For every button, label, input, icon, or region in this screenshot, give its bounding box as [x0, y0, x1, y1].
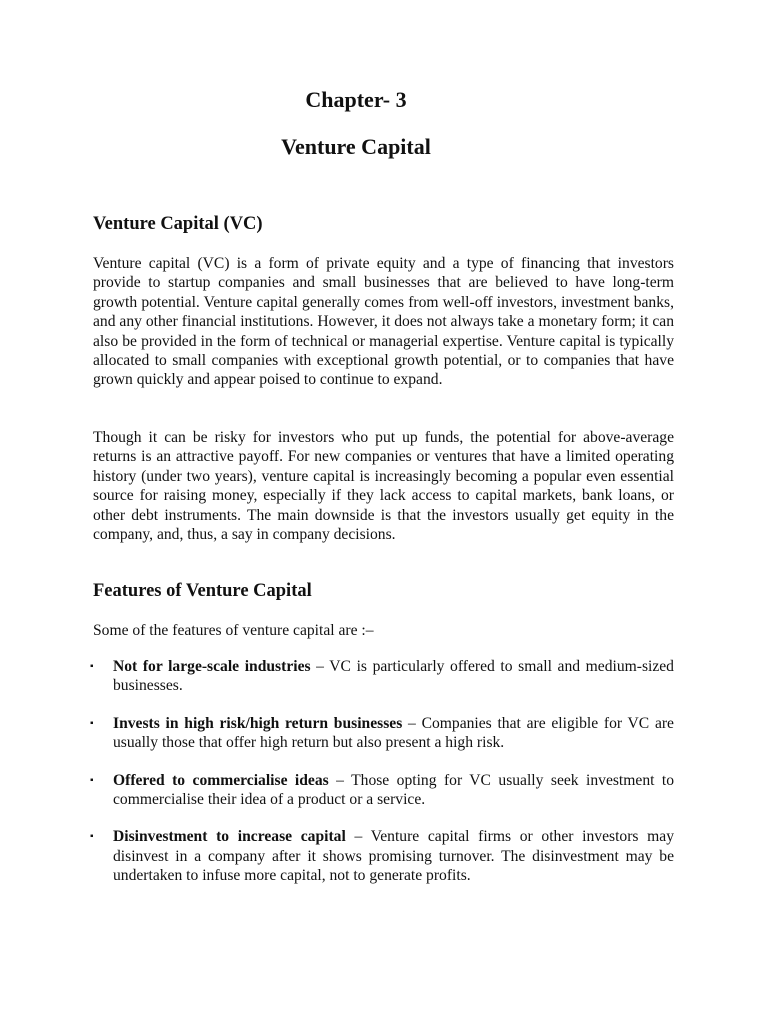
chapter-title: Venture Capital: [281, 134, 431, 159]
section-heading-vc: Venture Capital (VC): [93, 214, 263, 234]
bullet-square-icon: ▪: [90, 831, 94, 843]
list-item: [90, 827, 674, 885]
list-item: [90, 714, 674, 753]
feature-text: – VC is particularly offered to small and medium-sized businesses.: [113, 658, 674, 695]
paragraph-vc-risk: Though it can be risky for investors who put up funds, the potential for above-average returns is an attractive payoff. For new companies or ventures that have a limited operating history (under two years), venture capital is increasingly becoming a popular even essential source for raising money, especially if they lack access to capital markets, bank loans, or other debt instruments. The main downside is that the investors usually get equity in the company, and, thus, a say in company decisions.: [93, 429, 674, 544]
feature-term: Offered to commercialise ideas: [113, 771, 329, 789]
list-item: [90, 657, 674, 696]
bullet-square-icon: ▪: [90, 661, 94, 672]
paragraph-vc-definition: Venture capital (VC) is a form of private equity and a type of financing that investors provide to startup companies and small businesses that are believed to have long-term growth potential. Venture capital generally comes from well-off investors, investment banks, and any other financial institutions. However, it does not always take a monetary form; it can also be provided in the form of technical or managerial expertise. Venture capital is typically allocated to small companies with exceptional growth potential, or to companies that have grown quickly and appear poised to continue to expand.: [93, 255, 674, 389]
feature-term: Invests in high risk/high return businesses: [113, 714, 403, 732]
bullet-square-icon: ▪: [90, 717, 94, 729]
features-list: [90, 657, 675, 886]
bullet-square-icon: ▪: [90, 774, 94, 786]
feature-text: – Companies that are eligible for VC are usually those that offer high return but also present a high risk.: [113, 714, 674, 752]
list-item: [90, 771, 675, 810]
feature-term: Disinvestment to increase capital: [113, 828, 346, 846]
feature-text: – Venture capital firms or other investors may disinvest in a company after it shows promising turnover. The disinvestment may be undertaken to infuse more capital, not to generate profits.: [113, 828, 674, 885]
chapter-number: Chapter- 3: [305, 87, 407, 112]
feature-term: Not for large-scale industries: [113, 658, 311, 675]
features-intro: Some of the features of venture capital are :–: [93, 622, 374, 639]
section-heading-features: Features of Venture Capital: [93, 581, 312, 601]
feature-text: – Those opting for VC usually seek investment to commercialise their idea of a product or a service.: [113, 771, 675, 809]
